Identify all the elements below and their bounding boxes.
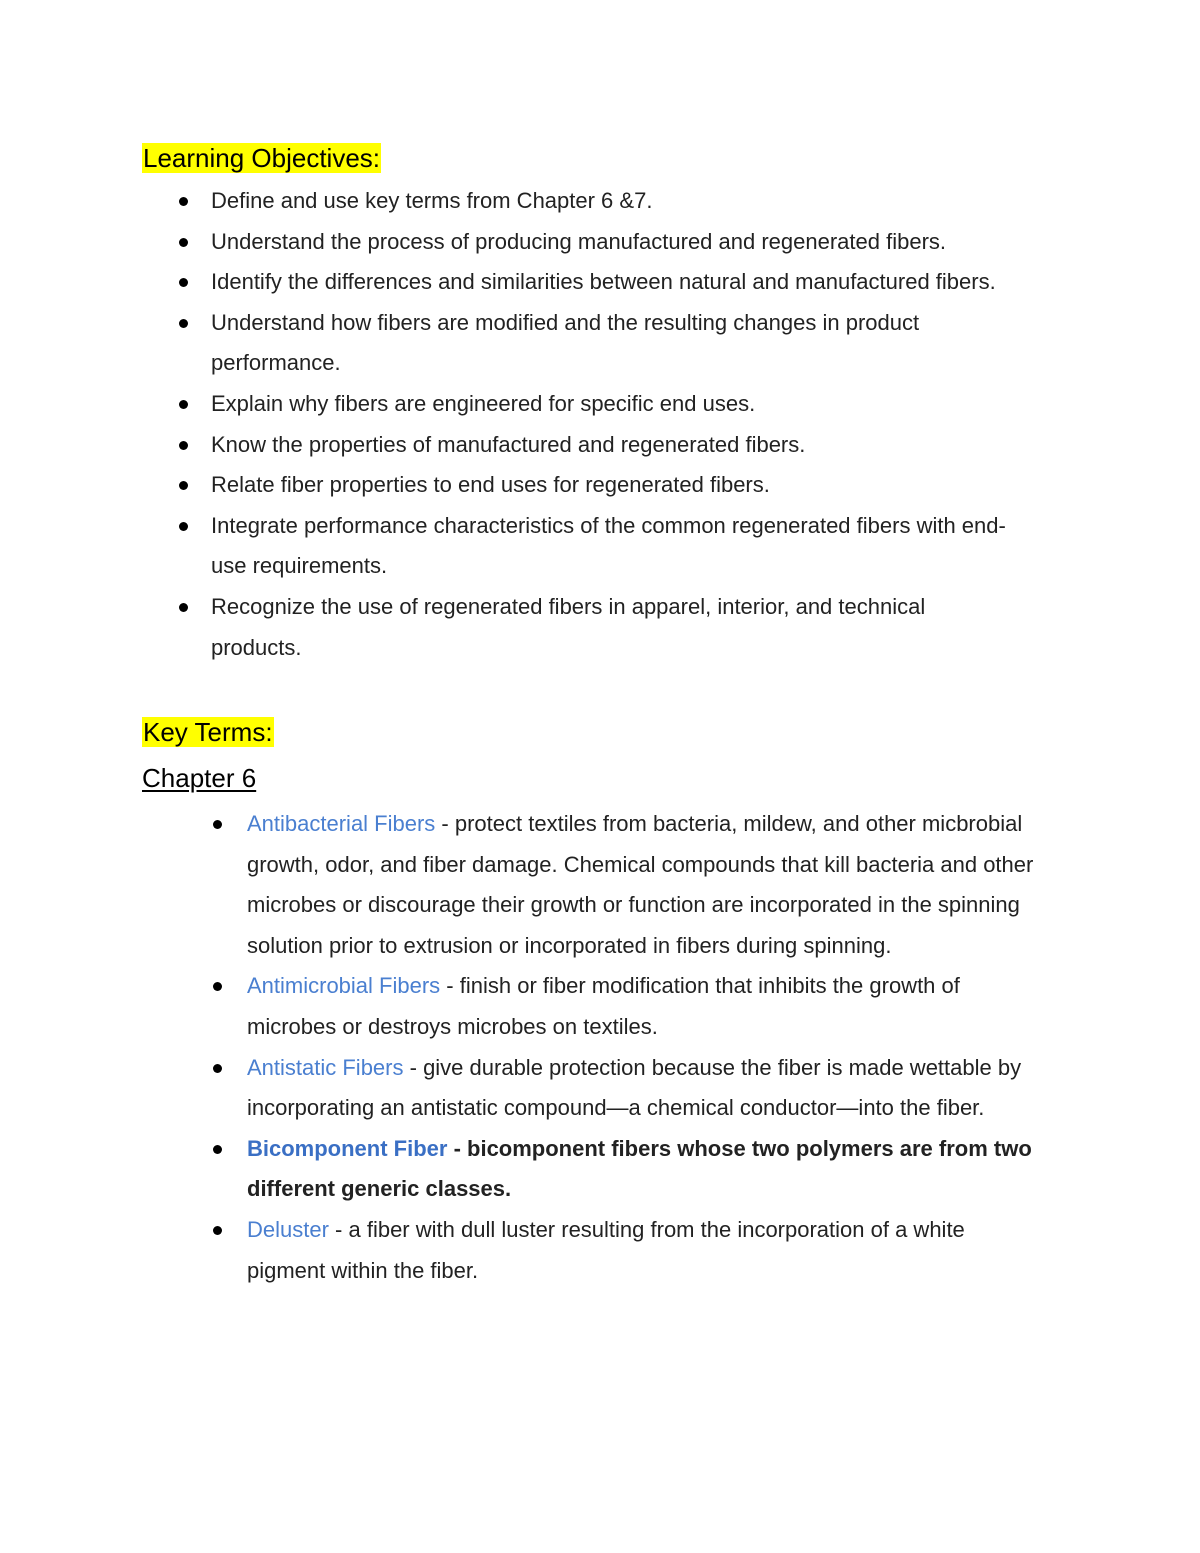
term-separator: - (403, 1054, 424, 1080)
term-separator: - (440, 973, 460, 999)
bullet-icon (179, 400, 188, 409)
learning-objectives-heading-text: Learning Objectives: (143, 143, 381, 173)
objective-text: Know the properties of manufactured and regenerated fibers. (211, 431, 806, 457)
bullet-icon (179, 441, 188, 450)
term-item (0, 1210, 1047, 1291)
learning-objectives-list (0, 181, 1100, 668)
term-separator: - (328, 1216, 349, 1242)
bullet-icon (213, 1145, 222, 1154)
objective-item (0, 506, 1031, 587)
term-definition: protect textiles from bacteria, mildew, and other micbrobial growth, odor, and fiber damage. Chemical compounds that kill bacteria and other microbes or discourage their growth or function are incorporated in the spinning solution prior to extrusion or incorporated in fibers during spinning. (247, 811, 1034, 958)
term-item (0, 1129, 1067, 1210)
objective-item (0, 384, 1100, 425)
term-name[interactable]: Antistatic Fibers (247, 1054, 404, 1080)
chapter-title: Chapter 6 (142, 763, 257, 793)
bullet-icon (179, 522, 188, 531)
objective-item (0, 303, 991, 384)
objective-text: Relate fiber properties to end uses for regenerated fibers. (211, 472, 770, 498)
bullet-icon (179, 481, 188, 490)
key-terms-heading (142, 716, 274, 748)
bullet-icon (179, 603, 188, 612)
term-definition: bicomponent fibers whose two polymers are from two different generic classes. (247, 1135, 1032, 1202)
objective-item (0, 222, 1100, 263)
objective-text: Identify the differences and similarities between natural and manufactured fibers. (211, 269, 996, 295)
objective-text: Explain why fibers are engineered for specific end uses. (211, 390, 756, 416)
key-terms-heading-text: Key Terms: (143, 717, 273, 747)
bullet-icon (179, 278, 188, 287)
objective-text: Define and use key terms from Chapter 6 &7. (211, 188, 653, 213)
objective-item (0, 465, 1100, 506)
term-definition: give durable protection because the fiber is made wettable by incorporating an antistatic compound—a chemical conductor—into the fiber. (247, 1054, 1022, 1121)
term-item (0, 966, 1047, 1047)
term-item (0, 1048, 1067, 1129)
term-item (0, 804, 1047, 966)
term-separator: - (447, 1135, 468, 1161)
objective-text: Understand how fibers are modified and the resulting changes in product performance. (211, 309, 920, 376)
term-definition: a fiber with dull luster resulting from the incorporation of a white pigment within the fiber. (247, 1216, 965, 1283)
objective-text: Understand the process of producing manufactured and regenerated fibers. (211, 228, 947, 254)
term-name[interactable]: Antimicrobial Fibers (247, 973, 441, 999)
objective-item (0, 587, 1011, 668)
learning-objectives-heading (142, 142, 381, 174)
bullet-icon (213, 820, 222, 829)
term-name[interactable]: Deluster (247, 1216, 329, 1242)
objective-item (0, 262, 1100, 303)
term-name[interactable]: Antibacterial Fibers (247, 811, 436, 836)
key-terms-list (0, 804, 1100, 1291)
bullet-icon (213, 982, 222, 991)
bullet-icon (179, 197, 188, 206)
objective-text: Integrate performance characteristics of the common regenerated fibers with end-use requirements. (211, 512, 1006, 579)
objective-item (0, 181, 1100, 222)
term-name[interactable]: Bicomponent Fiber (247, 1135, 448, 1161)
bullet-icon (213, 1064, 222, 1073)
term-separator: - (435, 811, 455, 836)
bullet-icon (213, 1226, 222, 1235)
term-definition: finish or fiber modification that inhibits the growth of microbes or destroys microbes on textiles. (247, 973, 960, 1039)
objective-text: Recognize the use of regenerated fibers in apparel, interior, and technical products. (211, 593, 926, 660)
objective-item (0, 425, 1100, 466)
bullet-icon (179, 319, 188, 328)
bullet-icon (179, 238, 188, 247)
